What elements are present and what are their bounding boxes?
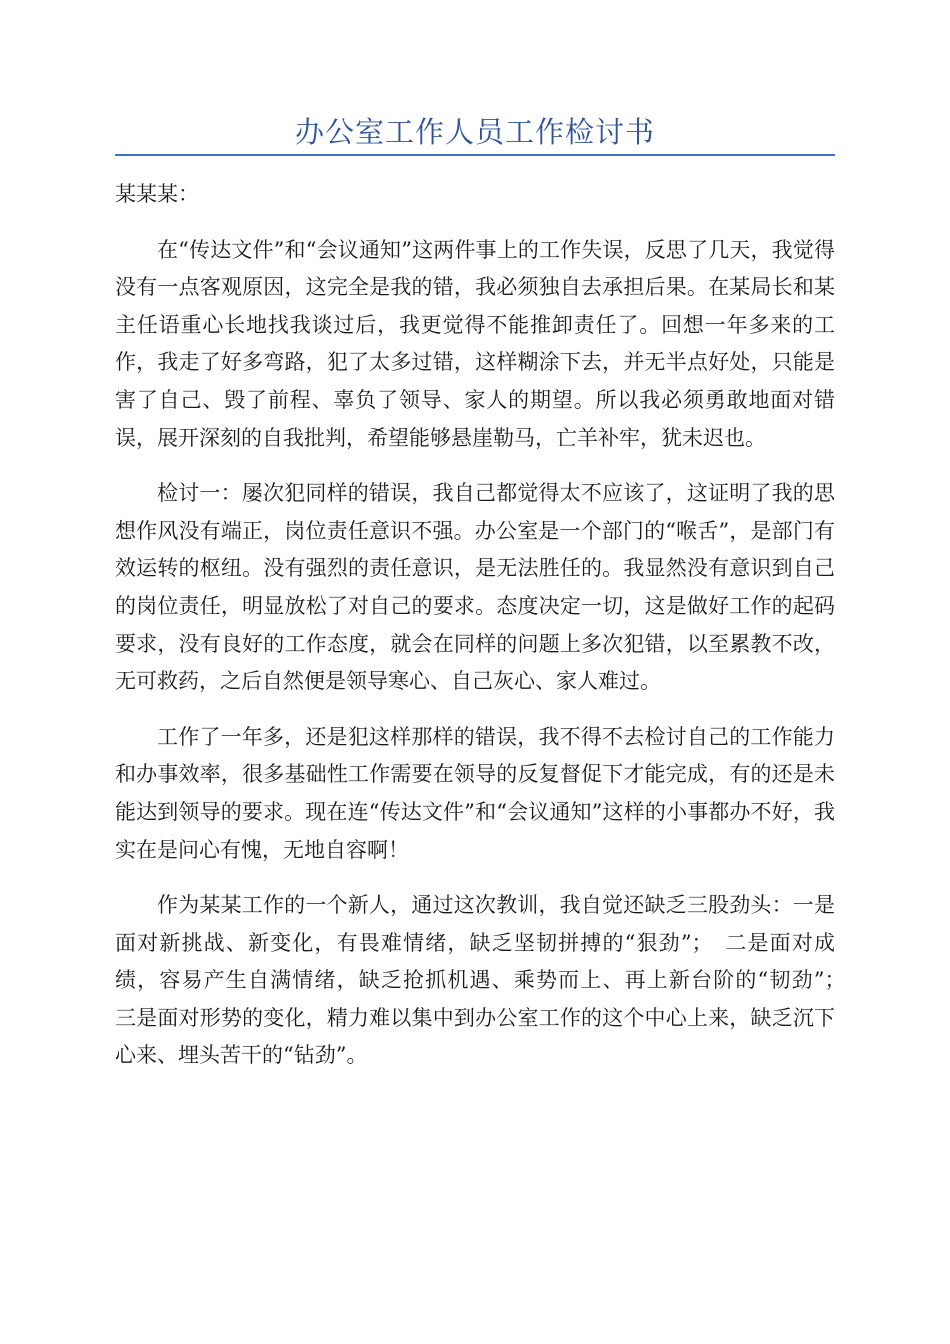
paragraph-3: 工作了一年多，还是犯这样那样的错误，我不得不去检讨自己的工作能力和办事效率，很多基础性工作需要在领导的反复督促下才能完成，有的还是未能达到领导的要求。现在连“传达文件”和“会议通知”这样的小事都办不好，我实在是问心有愧，无地自容啊！ [115, 724, 835, 862]
document-title: 办公室工作人员工作检讨书 [294, 115, 655, 149]
document-body [115, 176, 856, 1093]
title-underline [115, 154, 835, 156]
paragraph-1: 在“传达文件”和“会议通知”这两件事上的工作失误，反思了几天，我觉得没有一点客观原因，这完全是我的错，我必须独自去承担后果。在某局长和某主任语重心长地找我谈过后，我更觉得不能推卸责任了。回想一年多来的工作，我走了好多弯路，犯了太多过错，这样糊涂下去，并无半点好处，只能是害了自己、毁了前程、辜负了领导、家人的期望。所以我必须勇敢地面对错误，展开深刻的自我批判，希望能够悬崖勒马，亡羊补牢，犹未迟也。 [115, 237, 835, 450]
paragraph-2: 检讨一：屡次犯同样的错误，我自己都觉得太不应该了，这证明了我的思想作风没有端正，岗位责任意识不强。办公室是一个部门的“喉舌”，是部门有效运转的枢纽。没有强烈的责任意识，是无法胜任的。我显然没有意识到自己的岗位责任，明显放松了对自己的要求。态度决定一切，这是做好工作的起码要求，没有良好的工作态度，就会在同样的问题上多次犯错，以至累教不改，无可救药，之后自然便是领导寒心、自己灰心、家人难过。 [115, 481, 835, 694]
salutation: 某某某： [115, 182, 199, 206]
paragraph-4: 作为某某工作的一个新人，通过这次教训，我自觉还缺乏三股劲头：一是面对新挑战、新变化，有畏难情绪，缺乏坚韧拼搏的“狠劲”； 二是面对成绩，容易产生自满情绪，缺乏抢抓机遇、乘势而上、再上新台阶的“韧劲”； 三是面对形势的变化，精力难以集中到办公室工作的这个中心上来，缺乏沉下心来、埋头苦干的“钻劲”。 [115, 893, 856, 1068]
